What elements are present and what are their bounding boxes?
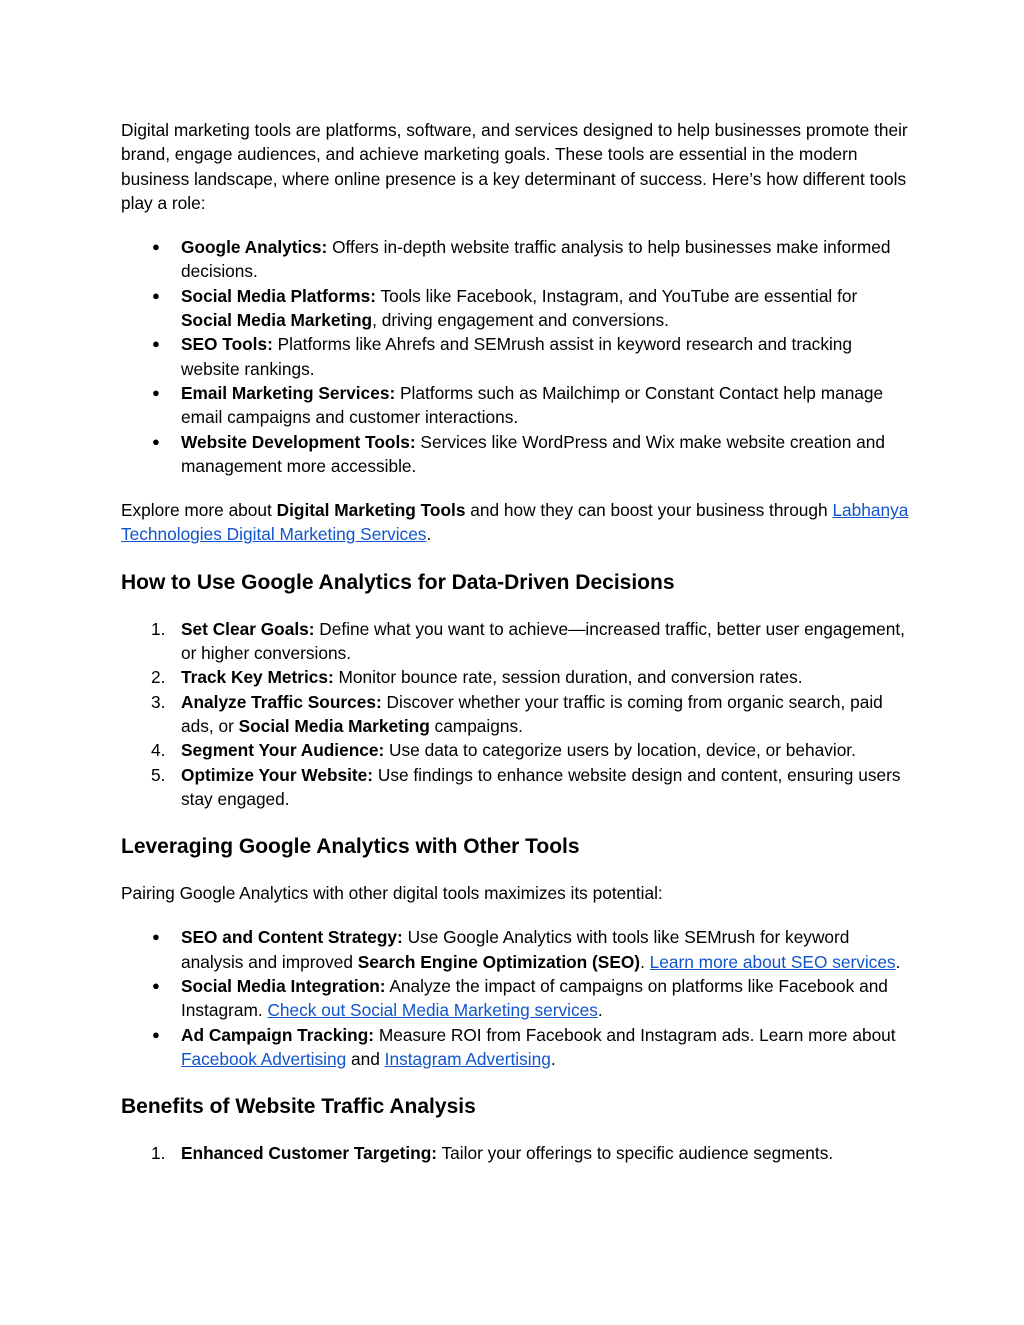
facebook-advertising-link[interactable]: Facebook Advertising: [181, 1048, 347, 1069]
bullet-icon: ●: [152, 1026, 160, 1042]
list-number: 5.: [151, 764, 166, 785]
list-item: ● Social Media Platforms: Tools like Facebook, Instagram, and YouTube are essential for Social Media Marketing, driving engagement and conversions.: [152, 285, 858, 331]
bullet-icon: ●: [152, 929, 160, 945]
labhanya-services-link[interactable]: Labhanya Technologies Digital Marketing Services: [121, 500, 909, 545]
list-item: ● SEO and Content Strategy: Use Google Analytics with tools like SEMrush for keyword analysis and improved Search Engine Optimization (SEO). Learn more about SEO services.: [152, 927, 901, 972]
list-item: 2. Track Key Metrics: Monitor bounce rate, session duration, and conversion rates.: [121, 665, 911, 689]
list-item: ● Website Development Tools: Services like WordPress and Wix make website creation and management more accessible.: [152, 431, 885, 476]
list-item: 3. Analyze Traffic Sources: Discover whether your traffic is coming from organic search, paid ads, or Social Media Marketing campaigns.: [151, 691, 883, 736]
list-item: ● Google Analytics: Offers in-depth website traffic analysis to help businesses make informed decisions.: [152, 237, 891, 282]
leveraging-intro: Pairing Google Analytics with other digital tools maximizes its potential:: [121, 883, 663, 904]
list-number: 1.: [151, 1143, 166, 1164]
section-heading-leveraging: Leveraging Google Analytics with Other Tools: [121, 835, 580, 859]
list-number: 1.: [151, 618, 166, 639]
list-item: ● SEO Tools: Platforms like Ahrefs and SEMrush assist in keyword research and tracking website rankings.: [152, 334, 853, 379]
list-number: 3.: [151, 691, 166, 712]
bullet-icon: ●: [152, 384, 160, 400]
list-number: 4.: [151, 740, 166, 761]
list-item: 1. Enhanced Customer Targeting: Tailor your offerings to specific audience segments.: [121, 1141, 911, 1165]
bullet-icon: ●: [152, 336, 160, 352]
section-heading-google-analytics: How to Use Google Analytics for Data-Driven Decisions: [121, 570, 675, 594]
instagram-advertising-link[interactable]: Instagram Advertising: [384, 1048, 551, 1069]
list-item: ● Ad Campaign Tracking: Measure ROI from Facebook and Instagram ads. Learn more about Facebook Advertising and Instagram Advertising.: [152, 1024, 896, 1069]
bullet-icon: ●: [152, 433, 160, 449]
seo-services-link[interactable]: Learn more about SEO services: [649, 951, 896, 972]
bullet-icon: ●: [152, 239, 160, 255]
document-content: [121, 118, 911, 1166]
list-number: 2.: [151, 667, 166, 688]
social-media-services-link[interactable]: Check out Social Media Marketing services: [267, 1000, 598, 1021]
list-item: ● Social Media Integration: Analyze the impact of campaigns on platforms like Facebook and Instagram. Check out Social Media Marketing services.: [152, 976, 888, 1021]
google-analytics-steps-list: [121, 617, 911, 811]
bullet-icon: ●: [152, 287, 160, 303]
leveraging-list: [121, 925, 911, 1071]
bullet-icon: ●: [152, 978, 160, 994]
list-item: ● Email Marketing Services: Platforms such as Mailchimp or Constant Contact help manage email campaigns and customer interactions.: [152, 382, 884, 428]
list-item: 4. Segment Your Audience: Use data to categorize users by location, device, or behavior.: [121, 738, 911, 762]
list-item: 1. Set Clear Goals: Define what you want to achieve—increased traffic, better user engagement, or higher conversions.: [151, 618, 905, 664]
explore-paragraph: Explore more about Digital Marketing Tools and how they can boost your business through Labhanya Technologies Digital Marketing Services.: [121, 500, 909, 545]
intro-paragraph: Digital marketing tools are platforms, software, and services designed to help businesses promote their brand, engage audiences, and achieve marketing goals. These tools are essential in the modern business landscape, where online presence is a key determinant of success. Here’s how different tools play a role:: [121, 120, 908, 213]
list-item: 5. Optimize Your Website: Use findings to enhance website design and content, ensuring users stay engaged.: [151, 764, 901, 809]
benefits-list: [121, 1141, 911, 1165]
tools-list: [121, 235, 911, 478]
section-heading-benefits: Benefits of Website Traffic Analysis: [121, 1095, 476, 1119]
